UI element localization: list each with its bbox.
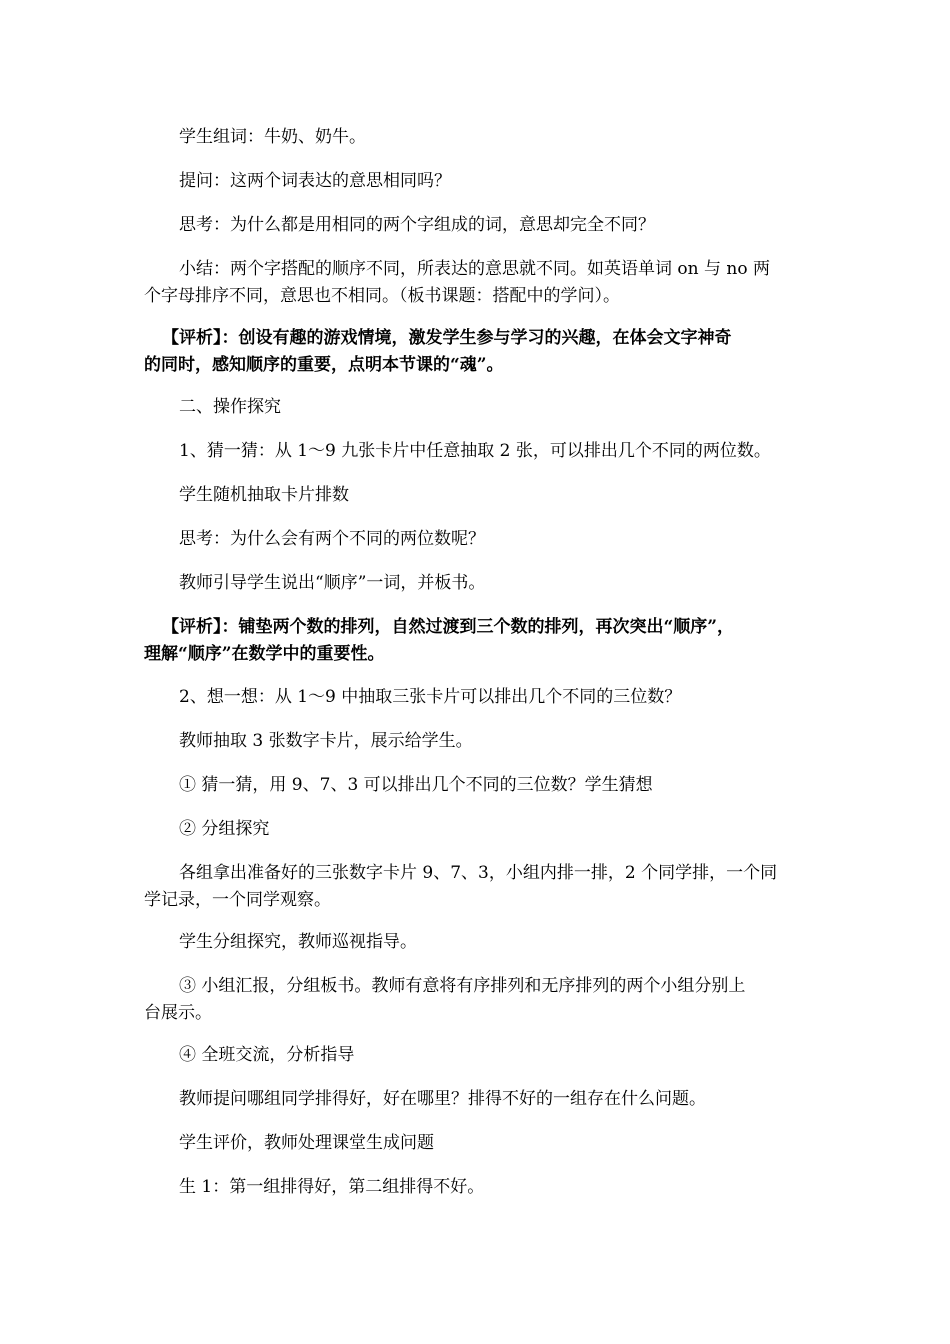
paragraph-group-explore: 学生分组探究，教师巡视指导。: [179, 932, 417, 952]
paragraph-think-1: 思考：为什么都是用相同的两个字组成的词，意思却完全不同？: [179, 215, 655, 235]
paragraph-teacher-draw: 教师抽取 3 张数字卡片，展示给学生。: [179, 731, 473, 751]
paragraph-analysis-2: 【评析】：铺垫两个数的排列，自然过渡到三个数的排列，再次突出“顺序”， 理解“顺序”在数学中的重要性。: [144, 617, 735, 664]
paragraph-step-2: ② 分组探究: [179, 819, 270, 839]
paragraph-step-3: ③ 小组汇报，分组板书。教师有意将有序排列和无序排列的两个小组分别上 台展示。: [144, 976, 746, 1023]
paragraph-think-3: 2、想一想：从 1～9 中抽取三张卡片可以排出几个不同的三位数？: [179, 687, 682, 707]
paragraph-guess-1: 1、猜一猜：从 1～9 九张卡片中任意抽取 2 张，可以排出几个不同的两位数。: [179, 441, 771, 461]
section-heading-operation: 二、操作探究: [179, 397, 281, 417]
paragraph-summary: 小结：两个字搭配的顺序不同，所表达的意思就不同。如英语单词 on 与 no 两 个字母排序不同，意思也不相同。（板书课题：搭配中的学问）。: [144, 259, 770, 306]
paragraph-question: 提问：这两个词表达的意思相同吗？: [179, 171, 451, 191]
paragraph-student-1: 生 1：第一组排得好，第二组排得不好。: [179, 1177, 485, 1197]
paragraph-step-4: ④ 全班交流，分析指导: [179, 1045, 355, 1065]
paragraph-step-1: ① 猜一猜，用 9、7、3 可以排出几个不同的三位数？学生猜想: [179, 775, 653, 795]
paragraph-think-2: 思考：为什么会有两个不同的两位数呢？: [179, 529, 485, 549]
paragraph-group-work: 各组拿出准备好的三张数字卡片 9、7、3，小组内排一排，2 个同学排，一个同 学记录，一个同学观察。: [144, 863, 778, 910]
paragraph-random-draw: 学生随机抽取卡片排数: [179, 485, 349, 505]
paragraph-student-words: 学生组词：牛奶、奶牛。: [179, 127, 366, 147]
paragraph-teacher-guide: 教师引导学生说出“顺序”一词，并板书。: [179, 573, 486, 593]
paragraph-analysis-1: 【评析】：创设有趣的游戏情境，激发学生参与学习的兴趣，在体会文字神奇 的同时，感知顺序的重要，点明本节课的“魂”。: [144, 328, 732, 375]
paragraph-student-evaluation: 学生评价，教师处理课堂生成问题: [179, 1133, 434, 1153]
paragraph-teacher-question: 教师提问哪组同学排得好，好在哪里？排得不好的一组存在什么问题。: [179, 1089, 706, 1109]
